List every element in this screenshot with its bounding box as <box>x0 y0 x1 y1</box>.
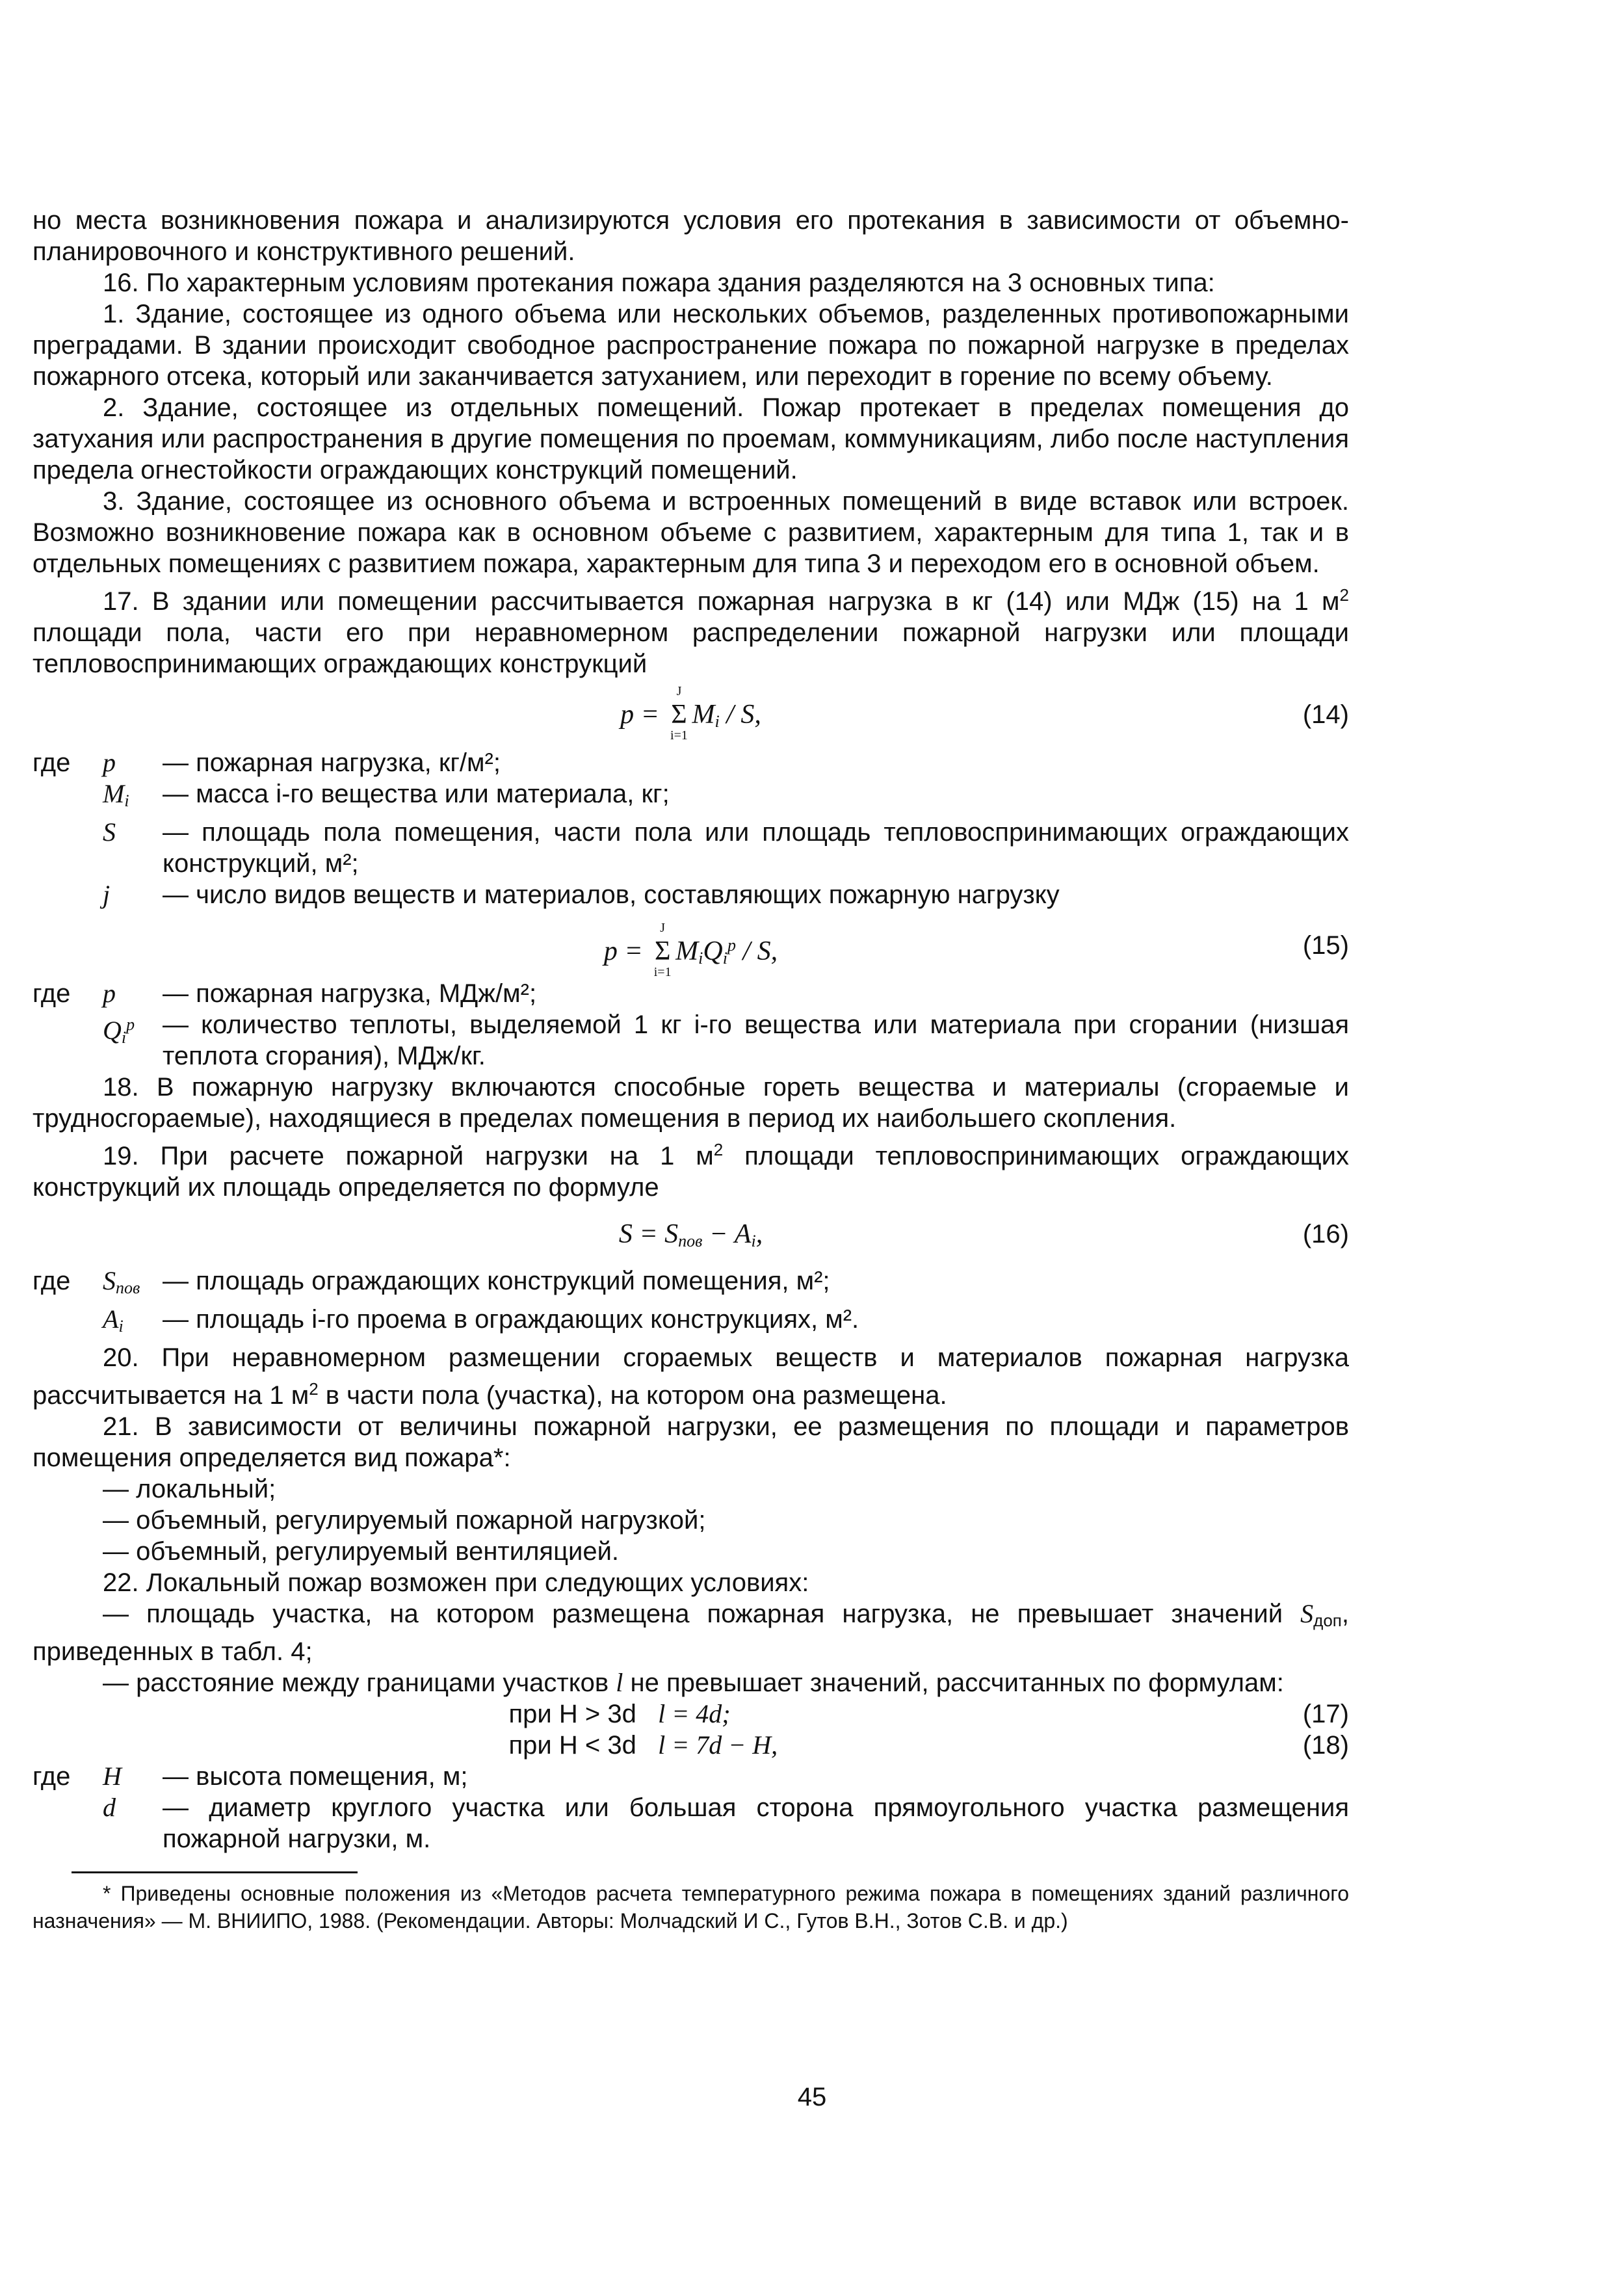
page-number: 45 <box>797 2083 827 2111</box>
definition-text: — число видов веществ и материалов, составляющих пожарную нагрузку <box>163 880 1060 909</box>
symbol: d <box>103 1793 116 1822</box>
definitions-15 <box>33 978 1349 1072</box>
formula-18: при H < 3d l = 7d − H, (18) <box>508 1730 1349 1760</box>
where-label <box>33 1792 103 1854</box>
footnote-divider <box>72 1871 358 1873</box>
formula-16: $S = S_{пов} - A_i$, (16) <box>618 1219 1349 1250</box>
paragraph-18: 18. В пожарную нагрузку включаются способные гореть вещества и материалы (сгораемые и трудносгораемые), находящиеся в пределах помещения в период их наибольшего скопления. <box>33 1073 1349 1133</box>
formula-number: (18) <box>1302 1731 1349 1760</box>
where-label: где <box>33 1762 71 1791</box>
symbol: p <box>103 748 116 777</box>
formula-17: при H > 3d l = 4d; (17) <box>508 1699 1349 1728</box>
symbol: $S_{пов}$ <box>103 1266 140 1297</box>
sum-sign: Σ J i=1 <box>670 684 688 743</box>
where-label <box>33 1304 103 1342</box>
symbol: $M_i$ <box>103 779 129 810</box>
sum-sign: Σ J i=1 <box>653 921 672 979</box>
paragraph-17: 17. В здании или помещении рассчитывается пожарная нагрузка в кг (14) или МДж (15) на 1 $м^2$ площади пола, части его при неравномерном распределении пожарной нагрузки или площади тепловоспринимающих ограждающих конструкций <box>33 585 1349 678</box>
where-label: где <box>33 1267 71 1295</box>
definition-text: — пожарная нагрузка, кг/м²; <box>163 748 501 777</box>
paragraph-16-type-2: 2. Здание, состоящее из отдельных помещений. Пожар протекает в пределах помещения до затухания или распространения в другие помещения по проемам, коммуникациям, либо после наступления предела огнестойкости ограждающих конструкций помещений. <box>33 393 1349 484</box>
where-label <box>33 879 103 910</box>
definition-text: — масса i-го вещества или материала, кг; <box>163 780 670 808</box>
definition-text: — площадь i-го проема в ограждающих конструкциях, м². <box>163 1305 859 1334</box>
list-item-volume-load: — объемный, регулируемый пожарной нагрузкой; <box>103 1506 706 1535</box>
formula-number: (15) <box>1302 931 1349 960</box>
condition-area: — площадь участка, на котором размещена пожарная нагрузка, не превышает значений $S_{доп}$, приведенных в табл. 4; <box>33 1599 1349 1666</box>
definition-text: — высота помещения, м; <box>163 1762 468 1791</box>
where-label <box>33 817 103 879</box>
formula-number: (14) <box>1302 700 1349 729</box>
formula-number: (17) <box>1302 1700 1349 1728</box>
symbol: S <box>103 817 116 847</box>
list-item-volume-ventilation: — объемный, регулируемый вентиляцией. <box>103 1537 620 1566</box>
condition-distance: — расстояние между границами участков l не превышает значений, рассчитанных по формулам: <box>103 1668 1284 1697</box>
paragraph-19: 19. При расчете пожарной нагрузки на 1 $м^2$ площади тепловоспринимающих ограждающих конструкций их площадь определяется по формуле <box>33 1140 1350 1202</box>
definitions-16 <box>33 1265 1349 1342</box>
paragraph-16: 16. По характерным условиям протекания пожара здания разделяются на 3 основных типа: <box>103 269 1215 297</box>
definition-text: — количество теплоты, выделяемой 1 кг i-го вещества или материала при сгорании (низшая теплота сгорания), МДж/кг. <box>163 1010 1349 1070</box>
definition-text: — площадь ограждающих конструкций помещения, м²; <box>163 1267 830 1295</box>
symbol: H <box>103 1762 122 1791</box>
symbol: $Q_i^p$ <box>103 1015 135 1047</box>
formula-14: p = Σ J i=1 $M_i$ / S, (14) <box>620 684 1349 743</box>
where-label <box>33 1009 103 1072</box>
paragraph-continuation: но места возникновения пожара и анализируются условия его протекания в зависимости от объемно-планировочного и конструктивного решений. <box>33 206 1349 266</box>
paragraph-16-type-1: 1. Здание, состоящее из одного объема или нескольких объемов, разделенных противопожарными преградами. В здании происходит свободное распространение пожара по пожарной нагрузке в пределах пожарного отсека, который или заканчивается затуханием, или переходит в горение по всему объему. <box>33 300 1349 391</box>
definition-text: — диаметр круглого участка или большая сторона прямоугольного участка размещения пожарной нагрузки, м. <box>163 1793 1349 1853</box>
definitions-14 <box>33 747 1349 910</box>
paragraph-21: 21. В зависимости от величины пожарной нагрузки, ее размещения по площади и параметров помещения определяется вид пожара*: <box>33 1412 1349 1472</box>
where-label: где <box>33 748 71 777</box>
footnote: * Приведены основные положения из «Методов расчета температурного режима пожара в помещениях зданий различного назначения» — М. ВНИИПО, 1988. (Рекомендации. Авторы: Молчадский И С., Гутов В.Н., Зотов С.В. и др.) <box>33 1882 1349 1933</box>
formula-number: (16) <box>1302 1220 1349 1248</box>
text-column <box>33 205 1349 1934</box>
definition-text: — площадь пола помещения, части пола или площадь тепловоспринимающих ограждающих конструкций, м²; <box>163 818 1349 878</box>
where-label <box>33 778 103 817</box>
formula-15: p = Σ J i=1 $M_iQ_i^p$ / S, (15) <box>603 921 1349 979</box>
symbol: $A_i$ <box>103 1304 124 1336</box>
where-label: где <box>33 979 71 1008</box>
paragraph-20: 20. При неравномерном размещении сгораемых веществ и материалов пожарная нагрузка рассчитывается на 1 $м^2$ в части пола (участка), на котором она размещена. <box>33 1343 1349 1410</box>
paragraph-16-type-3: 3. Здание, состоящее из основного объема и встроенных помещений в виде вставок или встроек. Возможно возникновение пожара как в основном объеме с развитием, характерным для типа 1, так и в отдельных помещениях с развитием пожара, характерным для типа 3 и переходом его в основной объем. <box>33 487 1349 578</box>
list-item-local: — локальный; <box>103 1475 276 1503</box>
definition-text: — пожарная нагрузка, МДж/м²; <box>163 979 537 1008</box>
symbol: p <box>103 979 116 1008</box>
symbol: j <box>103 880 111 909</box>
paragraph-22: 22. Локальный пожар возможен при следующих условиях: <box>103 1568 809 1597</box>
definitions-18 <box>33 1761 1349 1854</box>
